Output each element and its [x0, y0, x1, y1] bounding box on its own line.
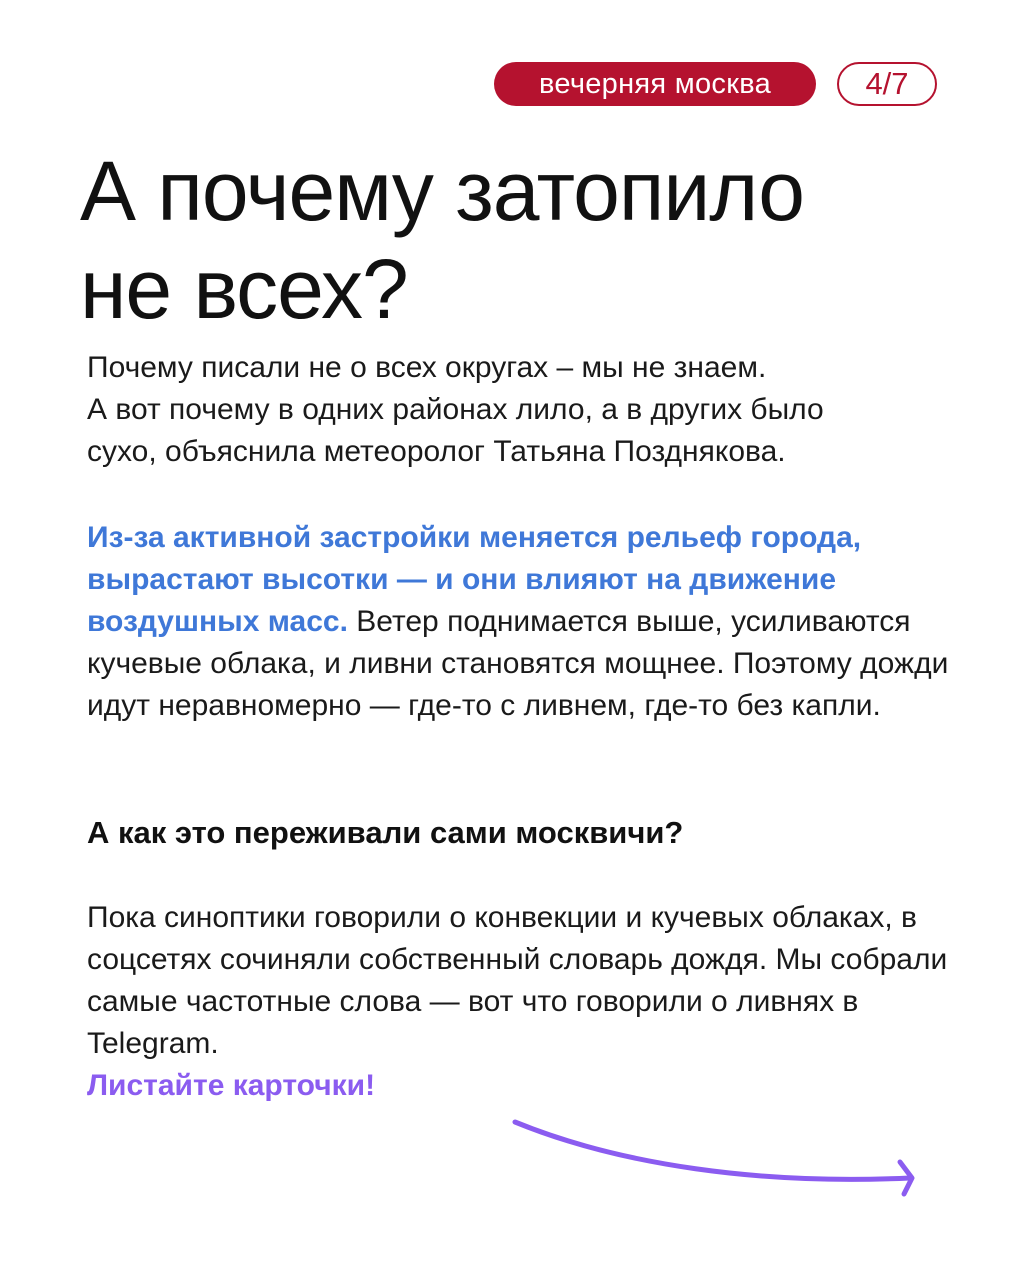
explanation-paragraph	[87, 517, 967, 727]
swipe-cards-link[interactable]: Листайте карточки!	[87, 1069, 376, 1102]
section-subheading: А как это переживали сами москвичи?	[87, 815, 684, 850]
closing-paragraph	[87, 897, 967, 1107]
page-title-line-1: А почему затопило	[80, 144, 804, 238]
intro-line-3: сухо, объяснила метеоролог Татьяна Позднякова.	[87, 435, 786, 468]
page-counter: 4/7	[837, 62, 937, 106]
page-title-line-2: не всех?	[80, 242, 408, 336]
intro-paragraph	[87, 347, 967, 473]
brand-badge: вечерняя москва	[494, 62, 816, 106]
closing-text: Пока синоптики говорили о конвекции и кучевых облаках, в соцсетях сочиняли собственный словарь дождя. Мы собрали самые частотные слова — вот что говорили о ливнях в Telegram.	[87, 901, 948, 1060]
intro-line-2: А вот почему в одних районах лило, а в других было	[87, 393, 824, 426]
explanation-text: Ветер поднимается выше, усиливаются кучевые облака, и ливни становятся мощнее. Поэтому дожди идут неравномерно — где-то с ливнем, где-то без капли.	[87, 605, 949, 722]
swipe-right-arrow-icon	[500, 1110, 930, 1210]
intro-line-1: Почему писали не о всех округах – мы не знаем.	[87, 351, 767, 384]
page-title	[80, 142, 960, 338]
explanation-highlight: Из-за активной застройки меняется рельеф города, вырастают высотки — и они влияют на движение воздушных масс.	[87, 521, 862, 638]
